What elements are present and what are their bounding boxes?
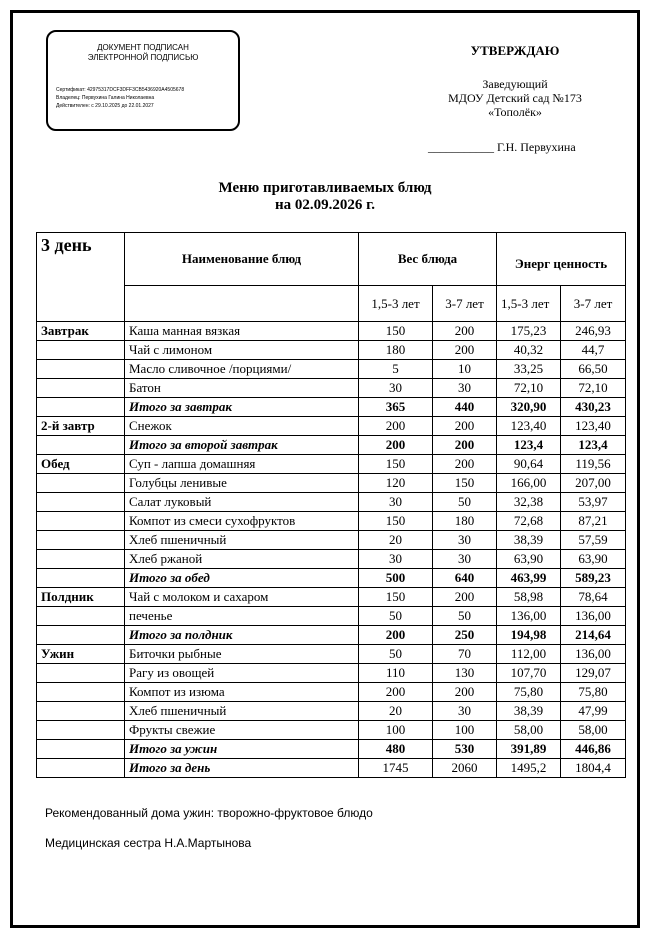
weight-young-cell: 30 <box>359 379 433 398</box>
energy-young-cell: 391,89 <box>497 740 561 759</box>
dish-name-cell: Суп - лапша домашняя <box>125 455 359 474</box>
energy-young-cell: 463,99 <box>497 569 561 588</box>
stamp-title <box>48 43 238 63</box>
meal-section-cell <box>37 740 125 759</box>
energy-young-cell: 75,80 <box>497 683 561 702</box>
age-header-weight-young: 1,5-3 лет <box>359 286 433 322</box>
dish-name-cell: Итого за день <box>125 759 359 778</box>
energy-young-cell: 63,90 <box>497 550 561 569</box>
energy-young-cell: 58,00 <box>497 721 561 740</box>
table-header-row <box>37 233 626 286</box>
table-row <box>37 417 626 436</box>
weight-old-cell: 10 <box>433 360 497 379</box>
title-date: на 02.09.2026 г. <box>274 197 375 213</box>
dish-name-cell: Хлеб пшеничный <box>125 531 359 550</box>
weight-old-cell: 2060 <box>433 759 497 778</box>
weight-old-cell: 100 <box>433 721 497 740</box>
dish-name-cell: Батон <box>125 379 359 398</box>
table-row <box>37 379 626 398</box>
energy-old-cell: 123,40 <box>561 417 626 436</box>
meal-section-cell <box>37 436 125 455</box>
weight-old-cell: 200 <box>433 341 497 360</box>
weight-old-cell: 30 <box>433 531 497 550</box>
energy-young-cell: 166,00 <box>497 474 561 493</box>
weight-old-cell: 200 <box>433 683 497 702</box>
dish-name-cell: Итого за завтрак <box>125 398 359 417</box>
table-subheader-row <box>37 286 626 322</box>
weight-young-cell: 200 <box>359 436 433 455</box>
energy-young-cell: 1495,2 <box>497 759 561 778</box>
table-row <box>37 531 626 550</box>
table-row <box>37 721 626 740</box>
weight-old-cell: 200 <box>433 588 497 607</box>
energy-old-cell: 72,10 <box>561 379 626 398</box>
energy-old-cell: 119,56 <box>561 455 626 474</box>
energy-young-cell: 123,40 <box>497 417 561 436</box>
energy-old-cell: 63,90 <box>561 550 626 569</box>
age-header-weight-old: 3-7 лет <box>433 286 497 322</box>
dish-name-cell: Хлеб ржаной <box>125 550 359 569</box>
energy-old-cell: 47,99 <box>561 702 626 721</box>
energy-old-cell: 53,97 <box>561 493 626 512</box>
dish-name-cell: Компот из смеси сухофруктов <box>125 512 359 531</box>
dish-name-cell: Каша манная вязкая <box>125 322 359 341</box>
meal-section-cell <box>37 512 125 531</box>
energy-old-cell: 123,4 <box>561 436 626 455</box>
energy-young-cell: 72,10 <box>497 379 561 398</box>
energy-young-cell: 194,98 <box>497 626 561 645</box>
weight-young-cell: 1745 <box>359 759 433 778</box>
weight-old-cell: 440 <box>433 398 497 417</box>
weight-young-cell: 150 <box>359 322 433 341</box>
approval-block <box>420 44 610 119</box>
weight-young-cell: 180 <box>359 341 433 360</box>
dish-name-cell: печенье <box>125 607 359 626</box>
energy-old-cell: 58,00 <box>561 721 626 740</box>
dish-name-cell: Масло сливочное /порциями/ <box>125 360 359 379</box>
table-row <box>37 607 626 626</box>
weight-old-cell: 250 <box>433 626 497 645</box>
empty-header-cell <box>125 286 359 322</box>
weight-old-cell: 640 <box>433 569 497 588</box>
energy-old-cell: 214,64 <box>561 626 626 645</box>
table-row <box>37 360 626 379</box>
dish-name-cell: Чай с лимоном <box>125 341 359 360</box>
dish-name-cell: Голубцы ленивые <box>125 474 359 493</box>
energy-old-cell: 66,50 <box>561 360 626 379</box>
energy-young-cell: 136,00 <box>497 607 561 626</box>
energy-old-cell: 1804,4 <box>561 759 626 778</box>
table-total-row <box>37 569 626 588</box>
meal-section-cell <box>37 683 125 702</box>
weight-young-cell: 5 <box>359 360 433 379</box>
energy-young-cell: 90,64 <box>497 455 561 474</box>
meal-section-cell <box>37 493 125 512</box>
dish-name-cell: Салат луковый <box>125 493 359 512</box>
energy-old-cell: 129,07 <box>561 664 626 683</box>
weight-old-cell: 130 <box>433 664 497 683</box>
table-row <box>37 702 626 721</box>
dish-name-cell: Чай с молоком и сахаром <box>125 588 359 607</box>
meal-section-cell: Обед <box>37 455 125 474</box>
approval-heading: УТВЕРЖДАЮ <box>470 43 560 58</box>
table-total-row <box>37 759 626 778</box>
weight-young-cell: 150 <box>359 512 433 531</box>
weight-old-cell: 30 <box>433 702 497 721</box>
energy-young-cell: 72,68 <box>497 512 561 531</box>
weight-young-cell: 200 <box>359 417 433 436</box>
energy-young-cell: 32,38 <box>497 493 561 512</box>
weight-old-cell: 200 <box>433 455 497 474</box>
dish-name-cell: Итого за обед <box>125 569 359 588</box>
table-row <box>37 588 626 607</box>
meal-section-cell: 2-й завтр <box>37 417 125 436</box>
approval-position: Заведующий <box>482 77 548 91</box>
meal-section-cell <box>37 702 125 721</box>
stamp-certificate: Сертификат: 42975317DCF3DFF3CB5436920A4505678 <box>56 87 185 93</box>
electronic-signature-stamp <box>46 30 240 131</box>
meal-section-cell <box>37 569 125 588</box>
age-header-energy-old: 3-7 лет <box>561 286 626 322</box>
energy-old-cell: 57,59 <box>561 531 626 550</box>
energy-young-cell: 112,00 <box>497 645 561 664</box>
age-header-energy-young: 1,5-3 лет <box>497 286 561 322</box>
table-row <box>37 455 626 474</box>
weight-old-cell: 200 <box>433 417 497 436</box>
energy-young-cell: 320,90 <box>497 398 561 417</box>
energy-old-cell: 207,00 <box>561 474 626 493</box>
col-header-name: Наименование блюд <box>125 233 359 286</box>
weight-old-cell: 30 <box>433 379 497 398</box>
weight-young-cell: 200 <box>359 626 433 645</box>
table-total-row <box>37 740 626 759</box>
meal-section-cell <box>37 759 125 778</box>
table-row <box>37 683 626 702</box>
weight-young-cell: 50 <box>359 645 433 664</box>
stamp-line1: ДОКУМЕНТ ПОДПИСАН <box>97 43 189 52</box>
dish-name-cell: Хлеб пшеничный <box>125 702 359 721</box>
meal-section-cell <box>37 607 125 626</box>
weight-young-cell: 200 <box>359 683 433 702</box>
weight-old-cell: 30 <box>433 550 497 569</box>
dish-name-cell: Итого за полдник <box>125 626 359 645</box>
dish-name-cell: Итого за ужин <box>125 740 359 759</box>
col-header-energy: Энерг ценность <box>497 233 626 286</box>
weight-young-cell: 110 <box>359 664 433 683</box>
table-total-row <box>37 436 626 455</box>
dish-name-cell: Снежок <box>125 417 359 436</box>
weight-young-cell: 20 <box>359 702 433 721</box>
meal-section-cell <box>37 550 125 569</box>
energy-old-cell: 136,00 <box>561 607 626 626</box>
energy-young-cell: 38,39 <box>497 531 561 550</box>
weight-young-cell: 150 <box>359 588 433 607</box>
meal-section-cell <box>37 341 125 360</box>
energy-old-cell: 430,23 <box>561 398 626 417</box>
energy-young-cell: 107,70 <box>497 664 561 683</box>
table-row <box>37 550 626 569</box>
weight-young-cell: 100 <box>359 721 433 740</box>
weight-young-cell: 20 <box>359 531 433 550</box>
stamp-line2: ЭЛЕКТРОННОЙ ПОДПИСЬЮ <box>87 53 199 62</box>
meal-section-cell <box>37 664 125 683</box>
weight-old-cell: 50 <box>433 607 497 626</box>
title-line1: Меню приготавливаемых блюд <box>218 180 432 196</box>
energy-young-cell: 33,25 <box>497 360 561 379</box>
meal-section-cell: Завтрак <box>37 322 125 341</box>
weight-old-cell: 180 <box>433 512 497 531</box>
weight-young-cell: 50 <box>359 607 433 626</box>
dish-name-cell: Фрукты свежие <box>125 721 359 740</box>
meal-section-cell <box>37 531 125 550</box>
meal-section-cell: Полдник <box>37 588 125 607</box>
energy-young-cell: 38,39 <box>497 702 561 721</box>
weight-young-cell: 120 <box>359 474 433 493</box>
meal-section-cell <box>37 626 125 645</box>
energy-old-cell: 78,64 <box>561 588 626 607</box>
day-label: 3 день <box>37 233 125 322</box>
table-row <box>37 493 626 512</box>
weight-young-cell: 30 <box>359 493 433 512</box>
energy-young-cell: 175,23 <box>497 322 561 341</box>
meal-section-cell: Ужин <box>37 645 125 664</box>
table-row <box>37 322 626 341</box>
dish-name-cell: Компот из изюма <box>125 683 359 702</box>
weight-old-cell: 530 <box>433 740 497 759</box>
meal-section-cell <box>37 379 125 398</box>
table-row <box>37 645 626 664</box>
dish-name-cell: Биточки рыбные <box>125 645 359 664</box>
energy-young-cell: 58,98 <box>497 588 561 607</box>
col-header-weight: Вес блюда <box>359 233 497 286</box>
energy-young-cell: 40,32 <box>497 341 561 360</box>
weight-old-cell: 70 <box>433 645 497 664</box>
weight-young-cell: 365 <box>359 398 433 417</box>
weight-old-cell: 200 <box>433 436 497 455</box>
energy-young-cell: 123,4 <box>497 436 561 455</box>
table-total-row <box>37 626 626 645</box>
table-row <box>37 341 626 360</box>
document-title <box>0 180 650 214</box>
approval-org: МДОУ Детский сад №173 <box>448 91 582 105</box>
meal-section-cell <box>37 721 125 740</box>
meal-section-cell <box>37 398 125 417</box>
meal-section-cell <box>37 360 125 379</box>
stamp-validity: Действителен: с 29.10.2025 до 22.01.2027 <box>56 103 154 109</box>
weight-young-cell: 480 <box>359 740 433 759</box>
energy-old-cell: 87,21 <box>561 512 626 531</box>
table-row <box>37 474 626 493</box>
approval-org-name: «Тополёк» <box>488 105 542 119</box>
weight-old-cell: 200 <box>433 322 497 341</box>
approval-signature: ___________ Г.Н. Первухина <box>428 140 576 154</box>
energy-old-cell: 75,80 <box>561 683 626 702</box>
energy-old-cell: 136,00 <box>561 645 626 664</box>
weight-old-cell: 150 <box>433 474 497 493</box>
weight-old-cell: 50 <box>433 493 497 512</box>
weight-young-cell: 150 <box>359 455 433 474</box>
dish-name-cell: Рагу из овощей <box>125 664 359 683</box>
meal-section-cell <box>37 474 125 493</box>
nurse-signature: Медицинская сестра Н.А.Мартынова <box>45 836 252 850</box>
stamp-owner: Владелец: Первухина Галина Николаевна <box>56 95 155 101</box>
menu-table <box>36 232 626 778</box>
table-row <box>37 512 626 531</box>
table-row <box>37 664 626 683</box>
energy-old-cell: 44,7 <box>561 341 626 360</box>
energy-old-cell: 589,23 <box>561 569 626 588</box>
energy-old-cell: 246,93 <box>561 322 626 341</box>
weight-young-cell: 500 <box>359 569 433 588</box>
recommendation-note: Рекомендованный дома ужин: творожно-фруктовое блюдо <box>45 806 373 820</box>
table-total-row <box>37 398 626 417</box>
energy-old-cell: 446,86 <box>561 740 626 759</box>
weight-young-cell: 30 <box>359 550 433 569</box>
dish-name-cell: Итого за второй завтрак <box>125 436 359 455</box>
